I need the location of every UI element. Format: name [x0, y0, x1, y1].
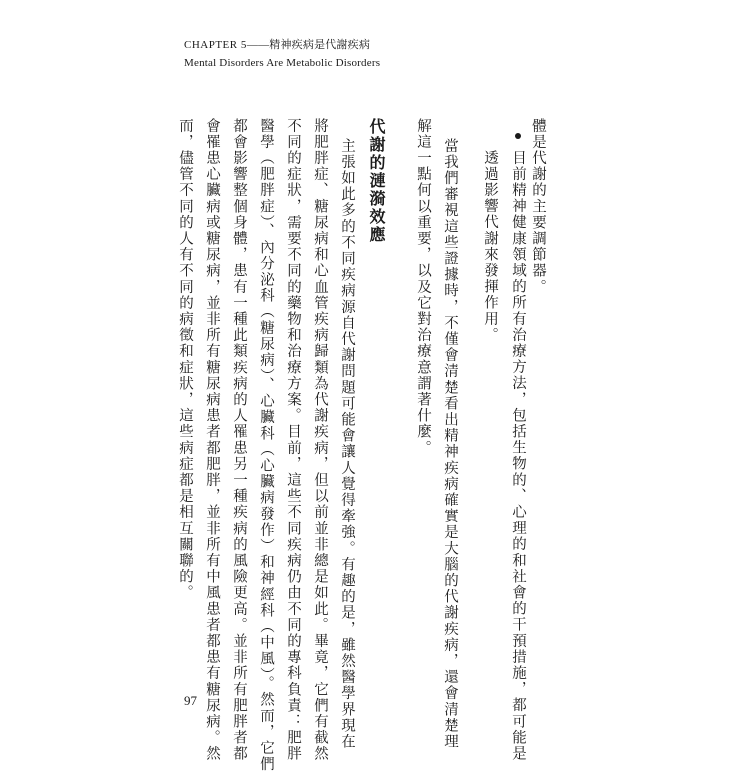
text-column-3: 透過影響代謝來發揮作用。 [482, 150, 498, 344]
chapter-title-zh: 精神疾病是代謝疾病 [269, 39, 371, 51]
text-column-4: 當我們審視這些證據時，不僅會清楚看出精神疾病確實是大腦的代謝疾病，還會清楚理 [442, 138, 458, 750]
chapter-label: CHAPTER 5 [184, 39, 247, 51]
section-heading: 代謝的漣漪效應 [367, 118, 386, 244]
chapter-dash: —— [246, 39, 270, 51]
text-column-8: 不同的症狀，需要不同的藥物和治療方案。目前，這些不同疾病仍由不同的專科負責：肥胖 [285, 118, 301, 762]
text-column-7: 將肥胖症、糖尿病和心血管疾病歸類為代謝疾病，但以前並非總是如此。畢竟，它們有截然 [312, 118, 328, 762]
text-column-11: 會罹患心臟病或糖尿病，並非所有糖尿病患者都肥胖，並非所有中風患者都患有糖尿病。然 [204, 118, 220, 762]
text-column-10: 都會影響整個身體，患有一種此類疾病的人罹患另一種疾病的風險更高。並非所有肥胖者都 [231, 118, 247, 762]
bullet-dot [515, 133, 521, 139]
text-column-6: 主張如此多的不同疾病源自代謝問題可能會讓人覺得牽強。有趣的是，雖然醫學界現在 [339, 138, 355, 750]
chapter-title-en: Mental Disorders Are Metabolic Disorders [184, 57, 381, 69]
text-column-9: 醫學（肥胖症）、內分泌科（糖尿病）、心臟科（心臟病發作）和神經科（中風）。然而，它們 [258, 118, 274, 772]
text-column-1: 體是代謝的主要調節器。 [530, 118, 546, 296]
text-column-2: 目前精神健康領域的所有治療方法，包括生物的、心理的和社會的干預措施，都可能是 [510, 150, 526, 762]
running-head [184, 36, 380, 72]
text-column-12: 而，儘管不同的人有不同的病徵和症狀，這些病症都是相互關聯的。 [177, 118, 193, 601]
page-number: 97 [184, 693, 197, 708]
text-column-5: 解這一點何以重要，以及它對治療意謂著什麼。 [415, 118, 431, 457]
running-head-chapter-line [184, 36, 380, 54]
